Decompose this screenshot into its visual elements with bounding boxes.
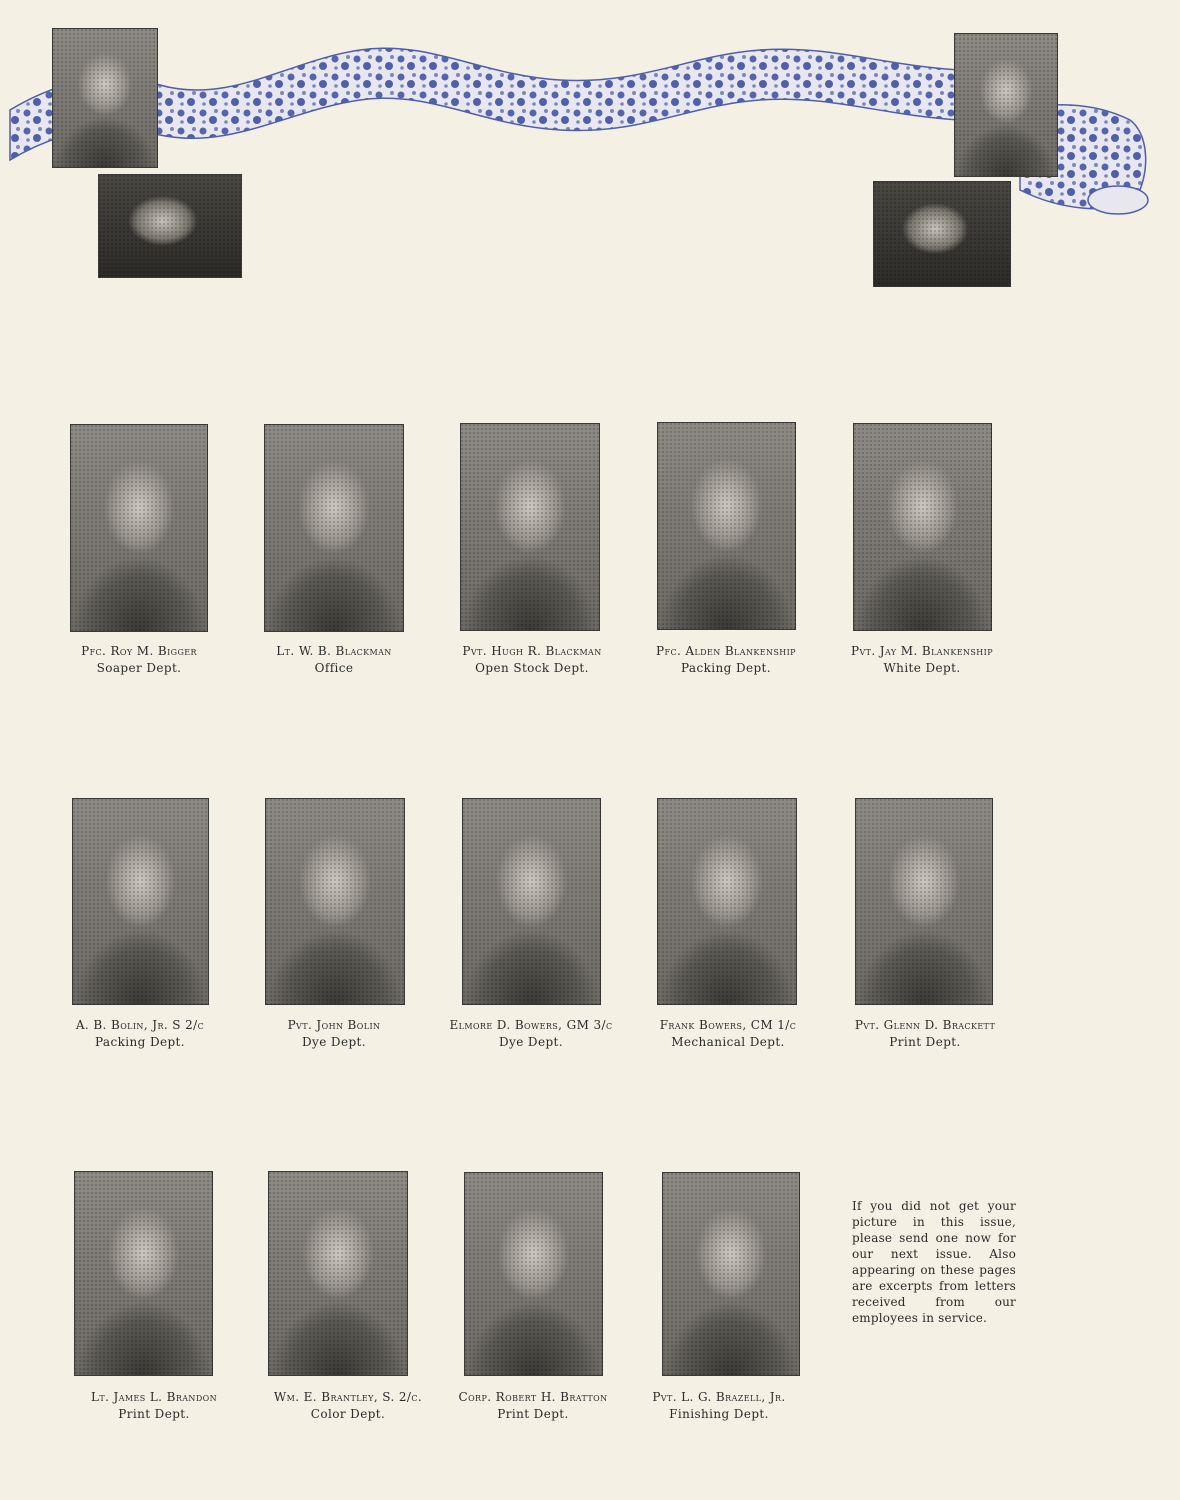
portrait-photo: [464, 1172, 603, 1376]
portrait-caption: [822, 643, 1022, 677]
portrait-photo: [268, 1171, 408, 1376]
department: Finishing Dept.: [669, 1407, 769, 1421]
department: Dye Dept.: [302, 1035, 366, 1049]
machinery-photo: [873, 181, 1011, 287]
soldier-name: Pvt. Hugh R. Blackman: [462, 644, 602, 658]
department: Dye Dept.: [499, 1035, 563, 1049]
portrait-photo: [72, 798, 209, 1005]
portrait-photo: [264, 424, 404, 632]
portrait-photo: [853, 423, 992, 631]
office-worker-photo: [98, 174, 242, 278]
soldier-name: Pvt. L. G. Brazell, Jr.: [652, 1390, 786, 1404]
soldier-name: Elmore D. Bowers, GM 3/c: [449, 1018, 613, 1032]
portrait-caption: [428, 1017, 634, 1051]
department: White Dept.: [883, 661, 961, 675]
department: Packing Dept.: [95, 1035, 185, 1049]
portrait-photo: [657, 422, 796, 630]
soldier-name: Pvt. Glenn D. Brackett: [854, 1018, 996, 1032]
department: Office: [314, 661, 354, 675]
portrait-caption: [628, 1017, 828, 1051]
portrait-caption: [240, 1389, 456, 1423]
portrait-photo: [265, 798, 405, 1005]
department: Color Dept.: [310, 1407, 386, 1421]
soldier-name: Wm. E. Brantley, S. 2/c.: [273, 1390, 423, 1404]
soldier-name: A. B. Bolin, Jr. S 2/c: [75, 1018, 205, 1032]
soldier-name: Pvt. John Bolin: [287, 1018, 381, 1032]
portrait-caption: [822, 1017, 1028, 1051]
portrait-photo: [70, 424, 208, 632]
department: Packing Dept.: [681, 661, 771, 675]
soldier-name: Frank Bowers, CM 1/c: [659, 1018, 797, 1032]
portrait-caption: [430, 1389, 636, 1423]
portrait-caption: [432, 643, 632, 677]
department: Soaper Dept.: [96, 661, 182, 675]
department: Print Dept.: [118, 1407, 190, 1421]
soldier-name: Pfc. Roy M. Bigger: [81, 644, 197, 658]
portrait-photo: [657, 798, 797, 1005]
portrait-caption: [40, 1017, 240, 1051]
top-right-portrait-photo: [954, 33, 1058, 177]
portrait-photo: [462, 798, 601, 1005]
portrait-photo: [662, 1172, 800, 1376]
portrait-caption: [54, 1389, 254, 1423]
portrait-caption: [234, 643, 434, 677]
soldier-name: Corp. Robert H. Bratton: [458, 1390, 608, 1404]
soldier-name: Lt. James L. Brandon: [90, 1390, 218, 1404]
portrait-photo: [74, 1171, 213, 1376]
submission-note: If you did not get your picture in this issue, please send one now for our next issue. Also appearing on these pages are excerpts from letters received from our employees in service.: [852, 1199, 1016, 1325]
portrait-photo: [855, 798, 993, 1005]
soldier-name: Pfc. Alden Blankenship: [656, 644, 796, 658]
portrait-caption: [619, 1389, 819, 1423]
department: Print Dept.: [889, 1035, 961, 1049]
department: Mechanical Dept.: [671, 1035, 785, 1049]
department: Print Dept.: [497, 1407, 569, 1421]
department: Open Stock Dept.: [475, 661, 589, 675]
top-left-portrait-photo: [52, 28, 158, 168]
portrait-caption: [234, 1017, 434, 1051]
soldier-name: Pvt. Jay M. Blankenship: [850, 644, 994, 658]
soldier-name: Lt. W. B. Blackman: [276, 644, 392, 658]
portrait-caption: [626, 643, 826, 677]
portrait-photo: [460, 423, 600, 631]
portrait-caption: [39, 643, 239, 677]
